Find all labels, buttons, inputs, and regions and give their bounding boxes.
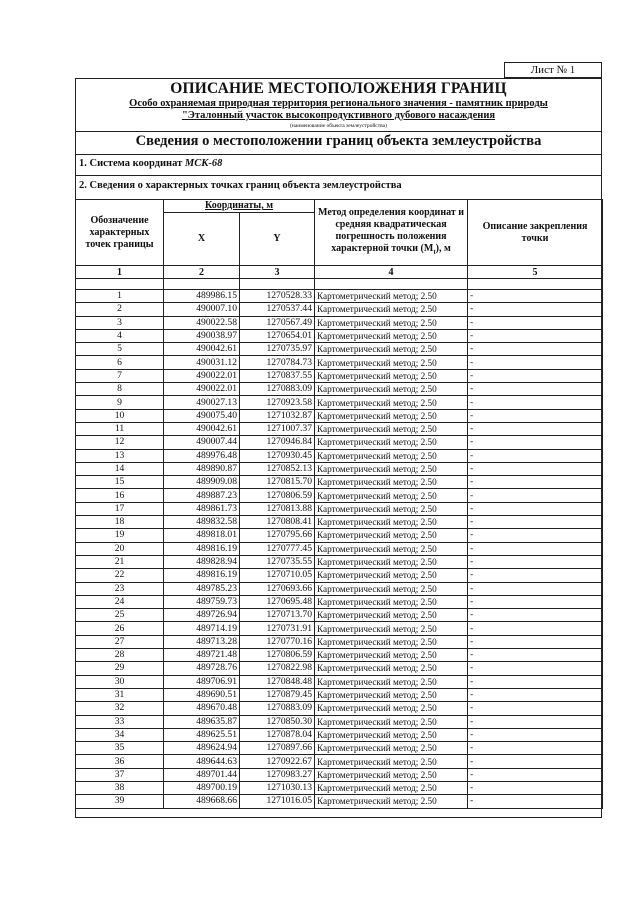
header-coordinates: Координаты, м — [164, 200, 315, 213]
y-coordinate-cell: 1270710.05 — [240, 569, 315, 582]
document-title: ОПИСАНИЕ МЕСТОПОЛОЖЕНИЯ ГРАНИЦ — [170, 80, 507, 97]
point-id-cell: 30 — [76, 675, 164, 688]
point-id-cell: 18 — [76, 516, 164, 529]
table-row — [76, 675, 603, 688]
fixing-description-cell: - — [468, 728, 603, 741]
point-id-cell: 13 — [76, 449, 164, 462]
point-id-cell: 20 — [76, 542, 164, 555]
table-row — [76, 449, 603, 462]
column-number: 3 — [240, 266, 315, 279]
table-row — [76, 715, 603, 728]
object-name-caption: (наименование объекта землеустройства) — [290, 123, 387, 129]
x-coordinate-cell: 489644.63 — [164, 755, 240, 768]
table-row — [76, 795, 603, 808]
empty-cell — [76, 279, 164, 290]
x-coordinate-cell: 489714.19 — [164, 622, 240, 635]
y-coordinate-cell: 1270537.44 — [240, 303, 315, 316]
table-row — [76, 662, 603, 675]
fixing-description-cell: - — [468, 649, 603, 662]
header-y: Y — [240, 213, 315, 266]
table-row — [76, 649, 603, 662]
boundary-points-table — [75, 199, 603, 809]
header-fixing-description: Описание закрепления точки — [468, 200, 603, 266]
y-coordinate-cell: 1270808.41 — [240, 516, 315, 529]
method-cell: Картометрический метод; 2.50 — [315, 781, 468, 794]
y-coordinate-cell: 1270806.59 — [240, 649, 315, 662]
x-coordinate-cell: 489818.01 — [164, 529, 240, 542]
section-subtitle: Сведения о местоположении границ объекта землеустройства — [135, 133, 542, 149]
table-row — [76, 290, 603, 303]
method-cell: Картометрический метод; 2.50 — [315, 369, 468, 382]
column-number: 4 — [315, 266, 468, 279]
y-coordinate-cell: 1270815.70 — [240, 476, 315, 489]
method-cell: Картометрический метод; 2.50 — [315, 462, 468, 475]
fixing-description-cell: - — [468, 595, 603, 608]
empty-cell — [164, 279, 240, 290]
y-coordinate-cell: 1270883.09 — [240, 383, 315, 396]
method-cell: Картометрический метод; 2.50 — [315, 728, 468, 741]
point-id-cell: 21 — [76, 555, 164, 568]
x-coordinate-cell: 489728.76 — [164, 662, 240, 675]
fixing-description-cell: - — [468, 396, 603, 409]
y-coordinate-cell: 1270770.16 — [240, 635, 315, 648]
y-coordinate-cell: 1270784.73 — [240, 356, 315, 369]
fixing-description-cell: - — [468, 755, 603, 768]
fixing-description-cell: - — [468, 329, 603, 342]
point-id-cell: 17 — [76, 502, 164, 515]
fixing-description-cell: - — [468, 582, 603, 595]
column-number: 1 — [76, 266, 164, 279]
fixing-description-cell: - — [468, 662, 603, 675]
point-id-cell: 16 — [76, 489, 164, 502]
empty-cell — [240, 279, 315, 290]
method-cell: Картометрический метод; 2.50 — [315, 688, 468, 701]
fixing-description-cell: - — [468, 462, 603, 475]
x-coordinate-cell: 490022.01 — [164, 369, 240, 382]
table-row — [76, 462, 603, 475]
divider — [75, 175, 602, 176]
x-coordinate-cell: 489625.51 — [164, 728, 240, 741]
table-row — [76, 582, 603, 595]
fixing-description-cell: - — [468, 343, 603, 356]
method-cell: Картометрический метод; 2.50 — [315, 755, 468, 768]
x-coordinate-cell: 489706.91 — [164, 675, 240, 688]
y-coordinate-cell: 1270883.09 — [240, 702, 315, 715]
method-cell: Картометрический метод; 2.50 — [315, 502, 468, 515]
table-row — [76, 422, 603, 435]
fixing-description-cell: - — [468, 675, 603, 688]
fixing-description-cell: - — [468, 502, 603, 515]
method-cell: Картометрический метод; 2.50 — [315, 529, 468, 542]
point-id-cell: 9 — [76, 396, 164, 409]
table-row — [76, 569, 603, 582]
fixing-description-cell: - — [468, 489, 603, 502]
x-coordinate-cell: 489890.87 — [164, 462, 240, 475]
x-coordinate-cell: 489909.08 — [164, 476, 240, 489]
y-coordinate-cell: 1270693.66 — [240, 582, 315, 595]
divider — [75, 154, 602, 155]
y-coordinate-cell: 1270852.13 — [240, 462, 315, 475]
point-id-cell: 22 — [76, 569, 164, 582]
point-id-cell: 2 — [76, 303, 164, 316]
y-coordinate-cell: 1270822.98 — [240, 662, 315, 675]
method-cell: Картометрический метод; 2.50 — [315, 662, 468, 675]
x-coordinate-cell: 490022.58 — [164, 316, 240, 329]
table-row — [76, 742, 603, 755]
x-coordinate-cell: 489816.19 — [164, 569, 240, 582]
method-cell: Картометрический метод; 2.50 — [315, 343, 468, 356]
x-coordinate-cell: 489759.73 — [164, 595, 240, 608]
method-cell: Картометрический метод; 2.50 — [315, 290, 468, 303]
fixing-description-cell: - — [468, 356, 603, 369]
x-coordinate-cell: 490007.10 — [164, 303, 240, 316]
method-cell: Картометрический метод; 2.50 — [315, 768, 468, 781]
y-coordinate-cell: 1270923.58 — [240, 396, 315, 409]
divider — [75, 131, 602, 132]
column-number: 2 — [164, 266, 240, 279]
fixing-description-cell: - — [468, 609, 603, 622]
point-id-cell: 28 — [76, 649, 164, 662]
empty-cell — [315, 279, 468, 290]
y-coordinate-cell: 1271030.13 — [240, 781, 315, 794]
method-cell: Картометрический метод; 2.50 — [315, 635, 468, 648]
y-coordinate-cell: 1270795.66 — [240, 529, 315, 542]
y-coordinate-cell: 1271007.37 — [240, 422, 315, 435]
method-cell: Картометрический метод; 2.50 — [315, 595, 468, 608]
point-id-cell: 34 — [76, 728, 164, 741]
fixing-description-cell: - — [468, 449, 603, 462]
method-cell: Картометрический метод; 2.50 — [315, 742, 468, 755]
table-row — [76, 436, 603, 449]
method-cell: Картометрический метод; 2.50 — [315, 715, 468, 728]
y-coordinate-cell: 1270654.01 — [240, 329, 315, 342]
table-row — [76, 635, 603, 648]
x-coordinate-cell: 489635.87 — [164, 715, 240, 728]
fixing-description-cell: - — [468, 422, 603, 435]
table-row — [76, 555, 603, 568]
table-row — [76, 502, 603, 515]
x-coordinate-cell: 489670.48 — [164, 702, 240, 715]
point-id-cell: 29 — [76, 662, 164, 675]
method-cell: Картометрический метод; 2.50 — [315, 316, 468, 329]
point-id-cell: 35 — [76, 742, 164, 755]
point-id-cell: 1 — [76, 290, 164, 303]
fixing-description-cell: - — [468, 369, 603, 382]
y-coordinate-cell: 1270837.55 — [240, 369, 315, 382]
x-coordinate-cell: 489986.15 — [164, 290, 240, 303]
method-cell: Картометрический метод; 2.50 — [315, 516, 468, 529]
fixing-description-cell: - — [468, 622, 603, 635]
x-coordinate-cell: 490007.44 — [164, 436, 240, 449]
point-id-cell: 19 — [76, 529, 164, 542]
x-coordinate-cell: 490075.40 — [164, 409, 240, 422]
x-coordinate-cell: 489861.73 — [164, 502, 240, 515]
header-method: Метод определения координат и средняя квадратическая погрешность положения характерной точки $(М_t)$, м — [315, 200, 468, 266]
fixing-description-cell: - — [468, 409, 603, 422]
table-row — [76, 688, 603, 701]
point-id-cell: 12 — [76, 436, 164, 449]
x-coordinate-cell: 490042.61 — [164, 343, 240, 356]
method-cell: Картометрический метод; 2.50 — [315, 675, 468, 688]
point-id-cell: 39 — [76, 795, 164, 808]
y-coordinate-cell: 1270567.49 — [240, 316, 315, 329]
point-id-cell: 7 — [76, 369, 164, 382]
method-cell: Картометрический метод; 2.50 — [315, 795, 468, 808]
point-id-cell: 25 — [76, 609, 164, 622]
x-coordinate-cell: 489976.48 — [164, 449, 240, 462]
y-coordinate-cell: 1270695.48 — [240, 595, 315, 608]
point-id-cell: 33 — [76, 715, 164, 728]
y-coordinate-cell: 1270897.66 — [240, 742, 315, 755]
fixing-description-cell: - — [468, 303, 603, 316]
y-coordinate-cell: 1270731.91 — [240, 622, 315, 635]
x-coordinate-cell: 490038.97 — [164, 329, 240, 342]
table-row — [76, 622, 603, 635]
fixing-description-cell: - — [468, 795, 603, 808]
point-id-cell: 31 — [76, 688, 164, 701]
method-cell: Картометрический метод; 2.50 — [315, 329, 468, 342]
fixing-description-cell: - — [468, 742, 603, 755]
y-coordinate-cell: 1270813.88 — [240, 502, 315, 515]
table-row — [76, 489, 603, 502]
table-row — [76, 396, 603, 409]
fixing-description-cell: - — [468, 290, 603, 303]
method-cell: Картометрический метод; 2.50 — [315, 489, 468, 502]
table-row — [76, 728, 603, 741]
table-row — [76, 383, 603, 396]
x-coordinate-cell: 489701.44 — [164, 768, 240, 781]
x-coordinate-cell: 489713.28 — [164, 635, 240, 648]
y-coordinate-cell: 1270848.48 — [240, 675, 315, 688]
table-row — [76, 476, 603, 489]
x-coordinate-cell: 490022.01 — [164, 383, 240, 396]
table-row — [76, 595, 603, 608]
method-cell: Картометрический метод; 2.50 — [315, 436, 468, 449]
x-coordinate-cell: 489828.94 — [164, 555, 240, 568]
fixing-description-cell: - — [468, 476, 603, 489]
table-row — [76, 609, 603, 622]
table-row — [76, 702, 603, 715]
point-id-cell: 23 — [76, 582, 164, 595]
method-cell: Картометрический метод; 2.50 — [315, 622, 468, 635]
table-row — [76, 781, 603, 794]
fixing-description-cell: - — [468, 555, 603, 568]
points-section-heading: 2. Сведения о характерных точках границ объекта землеустройства — [79, 180, 402, 191]
table-row — [76, 529, 603, 542]
method-cell: Картометрический метод; 2.50 — [315, 422, 468, 435]
point-id-cell: 26 — [76, 622, 164, 635]
y-coordinate-cell: 1270922.67 — [240, 755, 315, 768]
method-cell: Картометрический метод; 2.50 — [315, 542, 468, 555]
method-cell: Картометрический метод; 2.50 — [315, 555, 468, 568]
table-row — [76, 356, 603, 369]
y-coordinate-cell: 1270983.27 — [240, 768, 315, 781]
method-cell: Картометрический метод; 2.50 — [315, 449, 468, 462]
fixing-description-cell: - — [468, 383, 603, 396]
point-id-cell: 36 — [76, 755, 164, 768]
point-id-cell: 38 — [76, 781, 164, 794]
method-cell: Картометрический метод; 2.50 — [315, 476, 468, 489]
y-coordinate-cell: 1270713.70 — [240, 609, 315, 622]
table-row — [76, 343, 603, 356]
y-coordinate-cell: 1270930.45 — [240, 449, 315, 462]
x-coordinate-cell: 490031.12 — [164, 356, 240, 369]
y-coordinate-cell: 1270735.55 — [240, 555, 315, 568]
method-cell: Картометрический метод; 2.50 — [315, 409, 468, 422]
sheet-number-label: Лист № 1 — [504, 62, 602, 78]
method-cell: Картометрический метод; 2.50 — [315, 396, 468, 409]
y-coordinate-cell: 1270879.45 — [240, 688, 315, 701]
y-coordinate-cell: 1271032.87 — [240, 409, 315, 422]
y-coordinate-cell: 1270946.84 — [240, 436, 315, 449]
fixing-description-cell: - — [468, 702, 603, 715]
method-cell: Картометрический метод; 2.50 — [315, 582, 468, 595]
table-row — [76, 516, 603, 529]
fixing-description-cell: - — [468, 569, 603, 582]
point-id-cell: 14 — [76, 462, 164, 475]
point-id-cell: 4 — [76, 329, 164, 342]
x-coordinate-cell: 489887.23 — [164, 489, 240, 502]
x-coordinate-cell: 489690.51 — [164, 688, 240, 701]
column-number: 5 — [468, 266, 603, 279]
fixing-description-cell: - — [468, 529, 603, 542]
y-coordinate-cell: 1270806.59 — [240, 489, 315, 502]
x-coordinate-cell: 489785.23 — [164, 582, 240, 595]
fixing-description-cell: - — [468, 516, 603, 529]
point-id-cell: 37 — [76, 768, 164, 781]
x-coordinate-cell: 489721.48 — [164, 649, 240, 662]
table-row — [76, 755, 603, 768]
point-id-cell: 32 — [76, 702, 164, 715]
point-id-cell: 15 — [76, 476, 164, 489]
fixing-description-cell: - — [468, 715, 603, 728]
empty-cell — [468, 279, 603, 290]
method-cell: Картометрический метод; 2.50 — [315, 303, 468, 316]
table-row — [76, 303, 603, 316]
x-coordinate-cell: 489726.94 — [164, 609, 240, 622]
x-coordinate-cell: 489816.19 — [164, 542, 240, 555]
x-coordinate-cell: 489832.58 — [164, 516, 240, 529]
x-coordinate-cell: 490027.13 — [164, 396, 240, 409]
y-coordinate-cell: 1270850.30 — [240, 715, 315, 728]
table-row — [76, 329, 603, 342]
fixing-description-cell: - — [468, 316, 603, 329]
object-name-line-1: Особо охраняемая природная территория регионального значения - памятник природы — [129, 98, 548, 109]
y-coordinate-cell: 1270878.04 — [240, 728, 315, 741]
object-name-line-2: "Эталонный участок высокопродуктивного дубового насаждения — [181, 110, 496, 121]
fixing-description-cell: - — [468, 436, 603, 449]
fixing-description-cell: - — [468, 635, 603, 648]
table-row — [76, 369, 603, 382]
point-id-cell: 11 — [76, 422, 164, 435]
point-id-cell: 6 — [76, 356, 164, 369]
fixing-description-cell: - — [468, 542, 603, 555]
method-cell: Картометрический метод; 2.50 — [315, 383, 468, 396]
header-x: X — [164, 213, 240, 266]
x-coordinate-cell: 489668.66 — [164, 795, 240, 808]
method-cell: Картометрический метод; 2.50 — [315, 609, 468, 622]
point-id-cell: 10 — [76, 409, 164, 422]
point-id-cell: 8 — [76, 383, 164, 396]
x-coordinate-cell: 490042.61 — [164, 422, 240, 435]
coordinate-system-line — [79, 158, 222, 169]
table-row — [76, 409, 603, 422]
coordinate-system-label: 1. Система координат — [79, 158, 183, 169]
y-coordinate-cell: 1271016.05 — [240, 795, 315, 808]
method-cell: Картометрический метод; 2.50 — [315, 649, 468, 662]
point-id-cell: 5 — [76, 343, 164, 356]
x-coordinate-cell: 489624.94 — [164, 742, 240, 755]
y-coordinate-cell: 1270735.97 — [240, 343, 315, 356]
y-coordinate-cell: 1270777.45 — [240, 542, 315, 555]
point-id-cell: 24 — [76, 595, 164, 608]
point-id-cell: 27 — [76, 635, 164, 648]
header-point-designation: Обозначение характерных точек границы — [76, 200, 164, 266]
fixing-description-cell: - — [468, 781, 603, 794]
method-cell: Картометрический метод; 2.50 — [315, 702, 468, 715]
y-coordinate-cell: 1270528.33 — [240, 290, 315, 303]
table-row — [76, 768, 603, 781]
table-row — [76, 542, 603, 555]
method-cell: Картометрический метод; 2.50 — [315, 569, 468, 582]
fixing-description-cell: - — [468, 768, 603, 781]
point-id-cell: 3 — [76, 316, 164, 329]
table-row — [76, 316, 603, 329]
fixing-description-cell: - — [468, 688, 603, 701]
x-coordinate-cell: 489700.19 — [164, 781, 240, 794]
method-cell: Картометрический метод; 2.50 — [315, 356, 468, 369]
coordinate-system-value: МСК-68 — [184, 158, 223, 169]
